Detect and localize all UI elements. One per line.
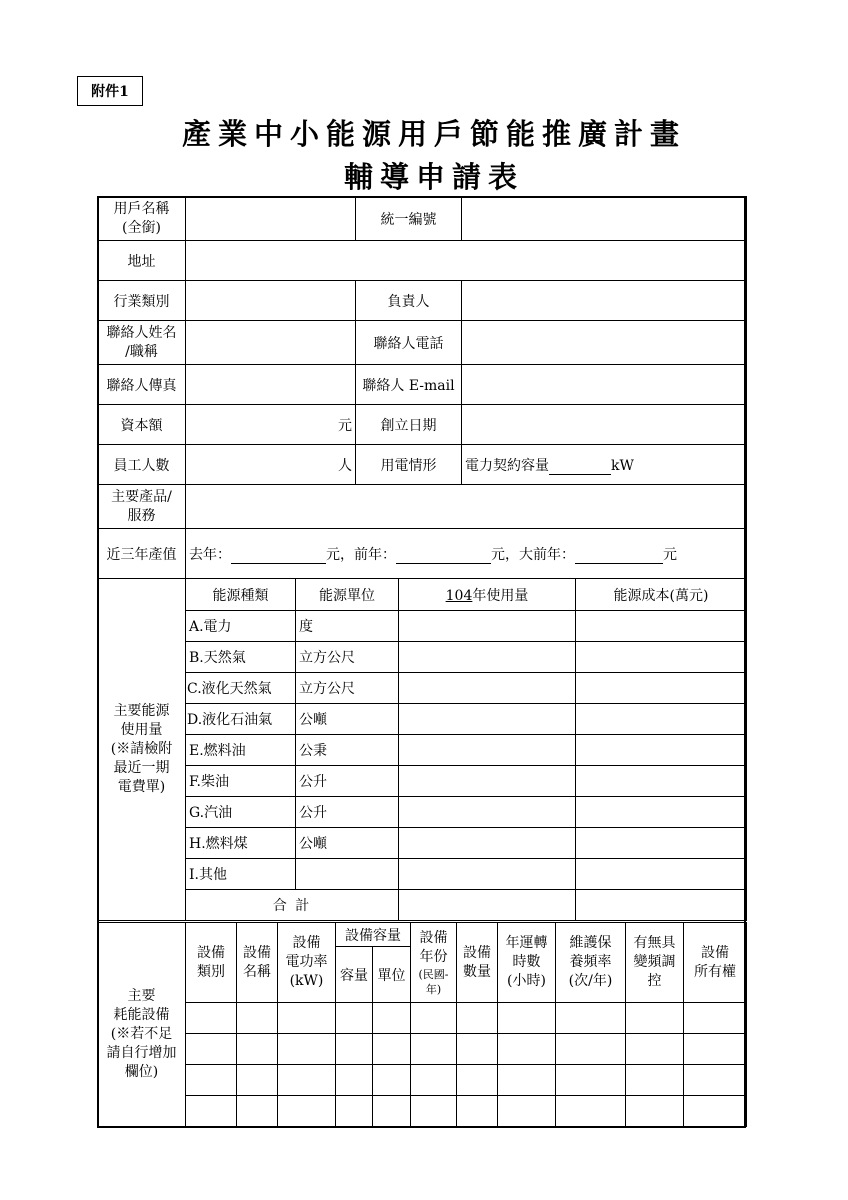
- form-subtitle: 輔導申請表: [343, 160, 524, 194]
- energy-total-cost[interactable]: [576, 890, 747, 921]
- equipment-cell[interactable]: [373, 1096, 411, 1127]
- energy-unit: 度: [296, 611, 399, 642]
- equipment-section-label: 主要 耗能設備 (※若不足 請自行增加 欄位): [98, 923, 186, 1127]
- attachment-label: 附件1: [77, 76, 143, 106]
- address-label: 地址: [98, 241, 186, 281]
- contact-phone-field[interactable]: [462, 321, 747, 365]
- equipment-cell[interactable]: [411, 1003, 457, 1034]
- equipment-cell[interactable]: [186, 1065, 237, 1096]
- power-contract-field[interactable]: [462, 445, 747, 485]
- energy-cost-cell[interactable]: [576, 766, 747, 797]
- contact-email-label: 聯絡人 E-mail: [356, 365, 462, 405]
- energy-type-diesel: F.柴油: [186, 766, 296, 797]
- equipment-capacity-subheader: 容量: [336, 947, 373, 1003]
- employees-unit: 人: [338, 457, 352, 474]
- equipment-inverter-header: 有無具 變頻調 控: [626, 923, 684, 1003]
- energy-cost-cell[interactable]: [576, 828, 747, 859]
- energy-unit: 立方公尺: [296, 673, 399, 704]
- energy-usage-cell[interactable]: [399, 642, 576, 673]
- user-name-label: 用戶名稱 (全銜): [98, 197, 186, 241]
- equipment-cell[interactable]: [556, 1065, 626, 1096]
- basic-info-table: [97, 196, 747, 579]
- energy-type-electricity: A.電力: [186, 611, 296, 642]
- user-name-field[interactable]: [186, 197, 356, 241]
- equipment-cell[interactable]: [373, 1065, 411, 1096]
- energy-cost-cell[interactable]: [576, 859, 747, 890]
- contact-name-field[interactable]: [186, 321, 356, 365]
- equipment-cell[interactable]: [278, 1003, 336, 1034]
- equipment-cell[interactable]: [411, 1034, 457, 1065]
- equipment-cell[interactable]: [336, 1003, 373, 1034]
- contact-phone-label: 聯絡人電話: [356, 321, 462, 365]
- founded-label: 創立日期: [356, 405, 462, 445]
- equipment-cell[interactable]: [626, 1003, 684, 1034]
- energy-total-label: 合 計: [186, 890, 399, 921]
- energy-type-lpg: D.液化石油氣: [186, 704, 296, 735]
- equipment-cell[interactable]: [626, 1065, 684, 1096]
- equipment-maintenance-header: 維護保 養頻率 (次/年): [556, 923, 626, 1003]
- contact-fax-field[interactable]: [186, 365, 356, 405]
- equipment-cell[interactable]: [237, 1003, 278, 1034]
- equipment-cell[interactable]: [336, 1065, 373, 1096]
- contact-fax-label: 聯絡人傳真: [98, 365, 186, 405]
- equipment-cell[interactable]: [186, 1096, 237, 1127]
- equipment-cell[interactable]: [684, 1003, 747, 1034]
- tax-id-label: 統一編號: [356, 197, 462, 241]
- equipment-hours-header: 年運轉 時數 (小時): [498, 923, 556, 1003]
- equipment-cell[interactable]: [556, 1034, 626, 1065]
- capital-unit: 元: [338, 417, 352, 434]
- energy-unit: 公噸: [296, 704, 399, 735]
- equipment-cell[interactable]: [237, 1034, 278, 1065]
- energy-unit-header: 能源單位: [296, 579, 399, 611]
- energy-usage-cell[interactable]: [399, 673, 576, 704]
- energy-cost-cell[interactable]: [576, 611, 747, 642]
- equipment-cell[interactable]: [457, 1096, 498, 1127]
- equipment-cell[interactable]: [186, 1034, 237, 1065]
- capital-label: 資本額: [98, 405, 186, 445]
- energy-unit: 立方公尺: [296, 642, 399, 673]
- equipment-table: [97, 922, 747, 1127]
- energy-usage-cell[interactable]: [399, 735, 576, 766]
- equipment-cell[interactable]: [373, 1003, 411, 1034]
- output-value-label: 近三年產值: [98, 529, 186, 579]
- energy-unit: 公升: [296, 766, 399, 797]
- energy-unit: [296, 859, 399, 890]
- equipment-cell[interactable]: [336, 1096, 373, 1127]
- output-value-field[interactable]: 去年： 元，前年： 元，大前年： 元: [186, 529, 747, 579]
- energy-usage-cell[interactable]: [399, 766, 576, 797]
- power-contract-unit: kW: [611, 457, 634, 474]
- energy-type-gasoline: G.汽油: [186, 797, 296, 828]
- energy-usage-cell[interactable]: [399, 859, 576, 890]
- equipment-cell[interactable]: [556, 1003, 626, 1034]
- equipment-cell[interactable]: [556, 1096, 626, 1127]
- energy-section-label: 主要能源 使用量 (※請檢附 最近一期 電費單): [98, 579, 186, 921]
- founded-field[interactable]: [462, 405, 747, 445]
- tax-id-field[interactable]: [462, 197, 747, 241]
- equipment-capacity-header: 設備容量: [336, 923, 411, 947]
- equipment-cell[interactable]: [278, 1034, 336, 1065]
- energy-cost-cell[interactable]: [576, 797, 747, 828]
- equipment-cell[interactable]: [626, 1096, 684, 1127]
- energy-cost-cell[interactable]: [576, 642, 747, 673]
- equipment-cell[interactable]: [278, 1065, 336, 1096]
- equipment-cell[interactable]: [498, 1003, 556, 1034]
- energy-unit: 公升: [296, 797, 399, 828]
- equipment-cell[interactable]: [457, 1034, 498, 1065]
- energy-usage-cell[interactable]: [399, 704, 576, 735]
- equipment-cell[interactable]: [498, 1096, 556, 1127]
- energy-type-other: I.其他: [186, 859, 296, 890]
- energy-usage-header: 104年使用量: [399, 579, 576, 611]
- capital-field[interactable]: [186, 405, 356, 445]
- contact-email-field[interactable]: [462, 365, 747, 405]
- energy-cost-cell[interactable]: [576, 704, 747, 735]
- energy-cost-header: 能源成本(萬元): [576, 579, 747, 611]
- equipment-cell[interactable]: [684, 1034, 747, 1065]
- equipment-cell[interactable]: [237, 1065, 278, 1096]
- energy-usage-cell[interactable]: [399, 828, 576, 859]
- employees-label: 員工人數: [98, 445, 186, 485]
- equipment-unit-subheader: 單位: [373, 947, 411, 1003]
- energy-usage-cell[interactable]: [399, 611, 576, 642]
- industry-label: 行業類別: [98, 281, 186, 321]
- power-usage-label: 用電情形: [356, 445, 462, 485]
- energy-cost-cell[interactable]: [576, 735, 747, 766]
- products-field[interactable]: [186, 485, 747, 529]
- equipment-name-header: 設備 名稱: [237, 923, 278, 1003]
- equipment-cell[interactable]: [626, 1034, 684, 1065]
- products-label: 主要產品/ 服務: [98, 485, 186, 529]
- energy-unit: 公噸: [296, 828, 399, 859]
- energy-type-natural-gas: B.天然氣: [186, 642, 296, 673]
- equipment-cell[interactable]: [457, 1065, 498, 1096]
- equipment-cell[interactable]: [186, 1003, 237, 1034]
- energy-type-coal: H.燃料煤: [186, 828, 296, 859]
- equipment-category-header: 設備 類別: [186, 923, 237, 1003]
- power-contract-label: 電力契約容量: [465, 457, 549, 474]
- equipment-cell[interactable]: [457, 1003, 498, 1034]
- equipment-cell[interactable]: [498, 1034, 556, 1065]
- equipment-year-header: 設備 年份 (民國- 年): [411, 923, 457, 1003]
- form-title: 產業中小能源用戶節能推廣計畫: [181, 117, 686, 151]
- energy-usage-table: [97, 578, 747, 921]
- energy-type-fuel-oil: E.燃料油: [186, 735, 296, 766]
- equipment-cell[interactable]: [684, 1065, 747, 1096]
- equipment-cell[interactable]: [411, 1065, 457, 1096]
- energy-usage-cell[interactable]: [399, 797, 576, 828]
- address-field[interactable]: [186, 241, 747, 281]
- contact-name-label: 聯絡人姓名 /職稱: [98, 321, 186, 365]
- energy-unit: 公秉: [296, 735, 399, 766]
- equipment-cell[interactable]: [498, 1065, 556, 1096]
- equipment-quantity-header: 設備 數量: [457, 923, 498, 1003]
- equipment-cell[interactable]: [237, 1096, 278, 1127]
- energy-type-lng: C.液化天然氣: [186, 673, 296, 704]
- industry-field[interactable]: [186, 281, 356, 321]
- person-in-charge-field[interactable]: [462, 281, 747, 321]
- equipment-cell[interactable]: [336, 1034, 373, 1065]
- equipment-power-header: 設備 電功率 (kW): [278, 923, 336, 1003]
- person-in-charge-label: 負責人: [356, 281, 462, 321]
- energy-type-header: 能源種類: [186, 579, 296, 611]
- equipment-cell[interactable]: [278, 1096, 336, 1127]
- equipment-cell[interactable]: [684, 1096, 747, 1127]
- equipment-ownership-header: 設備 所有權: [684, 923, 747, 1003]
- energy-cost-cell[interactable]: [576, 673, 747, 704]
- equipment-cell[interactable]: [411, 1096, 457, 1127]
- energy-total-usage[interactable]: [399, 890, 576, 921]
- employees-field[interactable]: [186, 445, 356, 485]
- equipment-cell[interactable]: [373, 1034, 411, 1065]
